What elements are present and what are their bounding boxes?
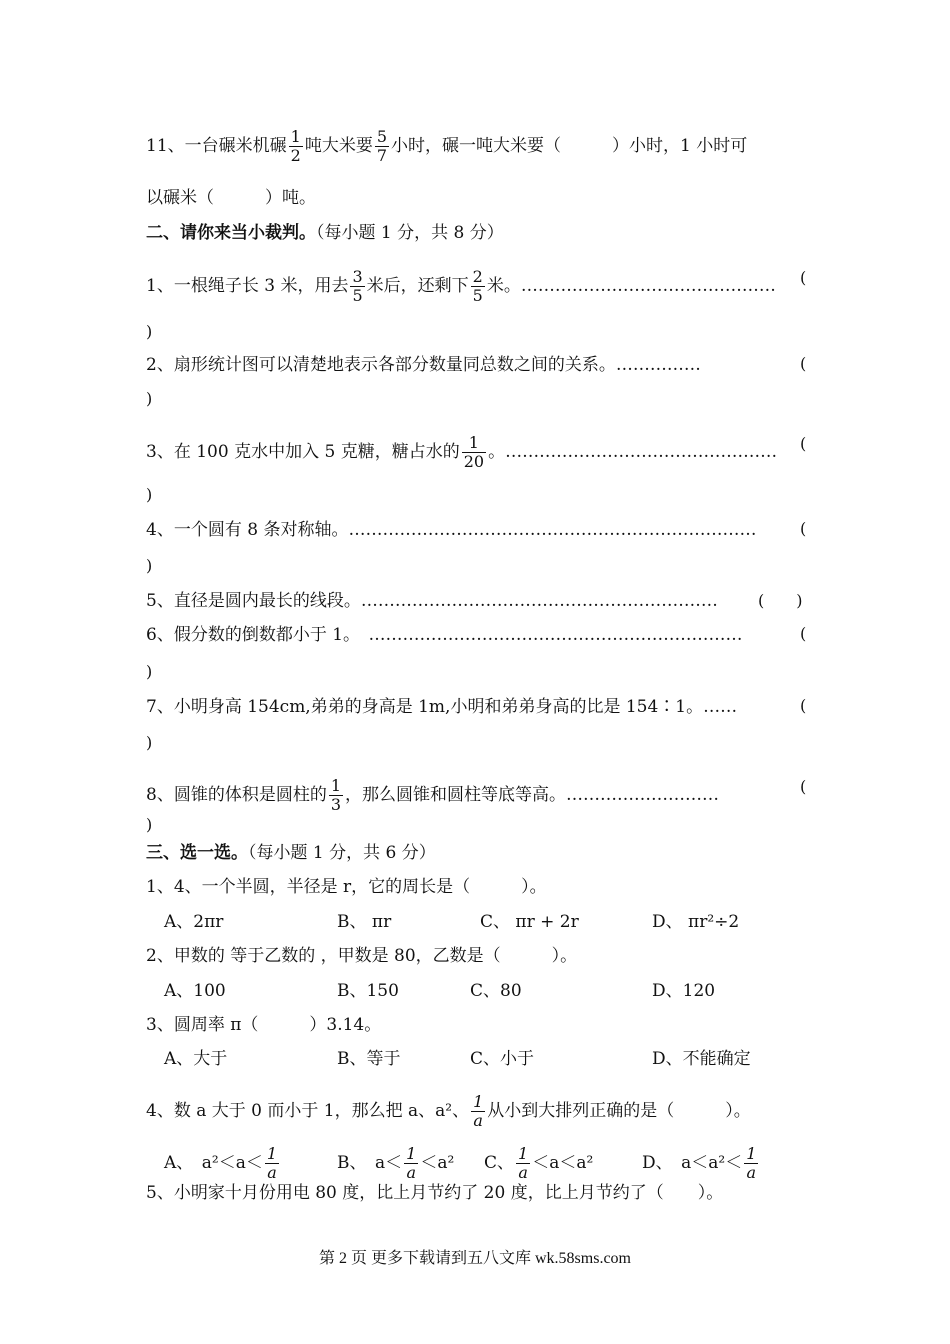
section-2-note: （每小题 1 分，共 8 分） — [316, 223, 504, 243]
leader-dots: …………… — [615, 355, 701, 375]
fraction-denominator: a — [518, 1163, 528, 1182]
judge-q7-text: 7、小明身高 154cm,弟弟的身高是 1m,小明和弟弟身高的比是 154∶1。 — [146, 697, 704, 717]
judge-q3-text-b: 。 — [488, 442, 506, 462]
choice-q1-option-b[interactable]: B、 πr — [337, 912, 392, 932]
option-text: ＜a＜a² — [532, 1153, 594, 1173]
leader-dots: ……………………………………………………………… — [348, 520, 757, 540]
fraction-one-third — [329, 777, 343, 814]
choice-question-1: 1、4、一个半圆，半径是 r，它的周长是（ ）。 — [146, 877, 547, 897]
choice-q4-option-d[interactable] — [642, 1145, 760, 1182]
fraction-numerator: 3 — [352, 267, 363, 286]
judge-q1-text-a: 1、一根绳子长 3 米，用去 — [146, 276, 349, 296]
judge-question-2 — [146, 354, 701, 376]
judge-q8-text-b: ，那么圆锥和圆柱等底等高。 — [345, 785, 567, 805]
page-footer: 第 2 页 更多下载请到五八文库 wk.58sms.com — [318, 1250, 631, 1267]
fraction-numerator: 1 — [406, 1144, 417, 1163]
choice-q4-option-b[interactable] — [337, 1145, 454, 1182]
fraction-one-over-a — [471, 1093, 485, 1130]
judge-question-8 — [146, 777, 719, 814]
answer-paren-open[interactable]: ( — [800, 268, 807, 287]
fraction-numerator: 1 — [462, 434, 486, 453]
answer-paren-close: ) — [146, 815, 153, 834]
fraction-numerator: 1 — [518, 1144, 529, 1163]
choice-q1-option-a[interactable]: A、2πr — [164, 912, 224, 932]
leader-dots: ……………………………………… — [520, 276, 776, 296]
choice-question-2: 2、甲数的 等于乙数的 ，甲数是 80，乙数是（ ）。 — [146, 946, 578, 966]
judge-question-6 — [146, 624, 743, 646]
judge-q1-text-b: 米后，还剩下 — [366, 276, 469, 296]
choice-q1-option-c[interactable]: C、 πr + 2r — [480, 912, 579, 932]
leader-dots: ………………………………………… — [505, 442, 778, 462]
answer-paren-open[interactable]: ( — [800, 519, 807, 538]
answer-paren-close: ) — [146, 485, 153, 504]
choice-question-4 — [146, 1093, 751, 1130]
judge-question-3 — [146, 434, 777, 471]
fraction-numerator: 1 — [473, 1092, 484, 1111]
fraction-numerator: 5 — [376, 127, 388, 146]
choice-question-3: 3、圆周率 π（ ）3.14。 — [146, 1015, 382, 1035]
fraction-denominator: 7 — [376, 146, 388, 165]
choice-q4-option-a[interactable] — [164, 1145, 281, 1182]
fraction-two-fifths — [471, 268, 485, 305]
fraction-denominator: a — [746, 1163, 757, 1182]
fraction-numerator: 1 — [290, 127, 301, 146]
section-2-heading — [146, 222, 504, 244]
fraction-denominator: 20 — [463, 452, 485, 471]
section-3-note: （每小题 1 分，共 6 分） — [248, 843, 436, 863]
choice-q3-option-d[interactable]: D、不能确定 — [652, 1049, 751, 1069]
answer-paren-open[interactable]: ( — [800, 354, 807, 373]
answer-paren-open[interactable]: ( — [800, 434, 807, 453]
fraction-denominator: 2 — [290, 146, 301, 165]
fraction-numerator: 1 — [266, 1144, 278, 1163]
choice-q2-option-b[interactable]: B、150 — [337, 981, 399, 1001]
option-text: B、 a＜ — [337, 1153, 403, 1173]
judge-q3-text-a: 3、在 100 克水中加入 5 克糖，糖占水的 — [146, 442, 460, 462]
judge-question-5 — [146, 590, 718, 612]
q11-text-a: 11、一台碾米机碾 — [146, 136, 287, 156]
answer-paren-open[interactable]: ( — [800, 696, 807, 715]
option-text: A、 a²＜a＜ — [164, 1153, 263, 1173]
choice-q4-option-c[interactable] — [484, 1145, 593, 1182]
fraction-denominator: a — [473, 1111, 483, 1130]
fraction-one-over-a — [265, 1145, 279, 1182]
answer-paren-open[interactable]: ( — [800, 624, 807, 643]
leader-dots: ……………………… — [566, 785, 720, 805]
fraction-one-half — [289, 128, 303, 165]
judge-question-1 — [146, 268, 776, 305]
fraction-denominator: a — [267, 1163, 277, 1182]
answer-paren-close: ) — [146, 556, 153, 575]
fraction-numerator: 2 — [472, 267, 483, 286]
leader-dots: ………………………………………………………… — [368, 625, 743, 645]
question-11-line-2: 以碾米（ ）吨。 — [146, 188, 316, 208]
fraction-one-over-a — [404, 1145, 418, 1182]
option-text: D、 a＜a²＜ — [642, 1153, 743, 1173]
question-11-line-1 — [146, 128, 747, 165]
judge-q1-text-c: 米。 — [486, 276, 521, 296]
fraction-three-fifths — [350, 268, 364, 305]
leader-dots: …… — [703, 697, 738, 717]
choice-question-5: 5、小明家十月份用电 80 度，比上月节约了 20 度，比上月节约了（ ）。 — [146, 1183, 724, 1203]
fraction-denominator: 5 — [352, 286, 363, 305]
section-3-heading — [146, 842, 436, 864]
fraction-five-sevenths — [375, 128, 389, 165]
leader-dots: ……………………………………………………… — [360, 591, 718, 611]
choice-q3-option-c[interactable]: C、小于 — [470, 1049, 535, 1069]
answer-paren-close: ) — [146, 322, 153, 341]
fraction-one-over-a — [516, 1145, 530, 1182]
judge-q5-text: 5、直径是圆内最长的线段。 — [146, 591, 361, 611]
judge-q8-text-a: 8、圆锥的体积是圆柱的 — [146, 785, 327, 805]
judge-q6-text: 6、假分数的倒数都小于 1。 — [146, 625, 369, 645]
judge-q2-text: 2、扇形统计图可以清楚地表示各部分数量同总数之间的关系。 — [146, 355, 616, 375]
q11-text-c: 小时，碾一吨大米要（ ）小时，1 小时可 — [391, 136, 748, 156]
answer-paren[interactable]: ( ) — [758, 591, 803, 610]
choice-q3-option-b[interactable]: B、等于 — [337, 1049, 401, 1069]
choice-q4-text-b: 从小到大排列正确的是（ ）。 — [487, 1101, 751, 1121]
judge-question-7 — [146, 696, 737, 718]
choice-q3-option-a[interactable]: A、大于 — [164, 1049, 228, 1069]
fraction-denominator: 3 — [330, 795, 342, 814]
option-text: C、 — [484, 1153, 515, 1173]
choice-q2-option-d[interactable]: D、120 — [652, 981, 716, 1001]
judge-q4-text: 4、一个圆有 8 条对称轴。 — [146, 520, 349, 540]
judge-question-4 — [146, 519, 756, 541]
answer-paren-close: ) — [146, 662, 153, 681]
fraction-numerator: 1 — [746, 1144, 757, 1163]
choice-q4-text-a: 4、数 a 大于 0 而小于 1，那么把 a、a²、 — [146, 1101, 470, 1121]
fraction-denominator: 5 — [472, 286, 483, 305]
answer-paren-open[interactable]: ( — [800, 777, 807, 796]
section-3-title: 三、选一选。 — [146, 843, 248, 863]
fraction-numerator: 1 — [330, 776, 342, 795]
fraction-one-twentieth — [462, 434, 486, 471]
fraction-one-over-a — [744, 1145, 758, 1182]
choice-q2-option-a[interactable]: A、100 — [164, 981, 226, 1001]
answer-paren-close: ) — [146, 733, 153, 752]
q11-text-b: 吨大米要 — [304, 136, 373, 156]
choice-q1-option-d[interactable]: D、 πr²÷2 — [652, 912, 740, 932]
answer-paren-close: ) — [146, 389, 153, 408]
option-text: ＜a² — [420, 1153, 455, 1173]
section-2-title: 二、请你来当小裁判。 — [146, 223, 316, 243]
choice-q2-option-c[interactable]: C、80 — [470, 981, 522, 1001]
fraction-denominator: a — [406, 1163, 416, 1182]
